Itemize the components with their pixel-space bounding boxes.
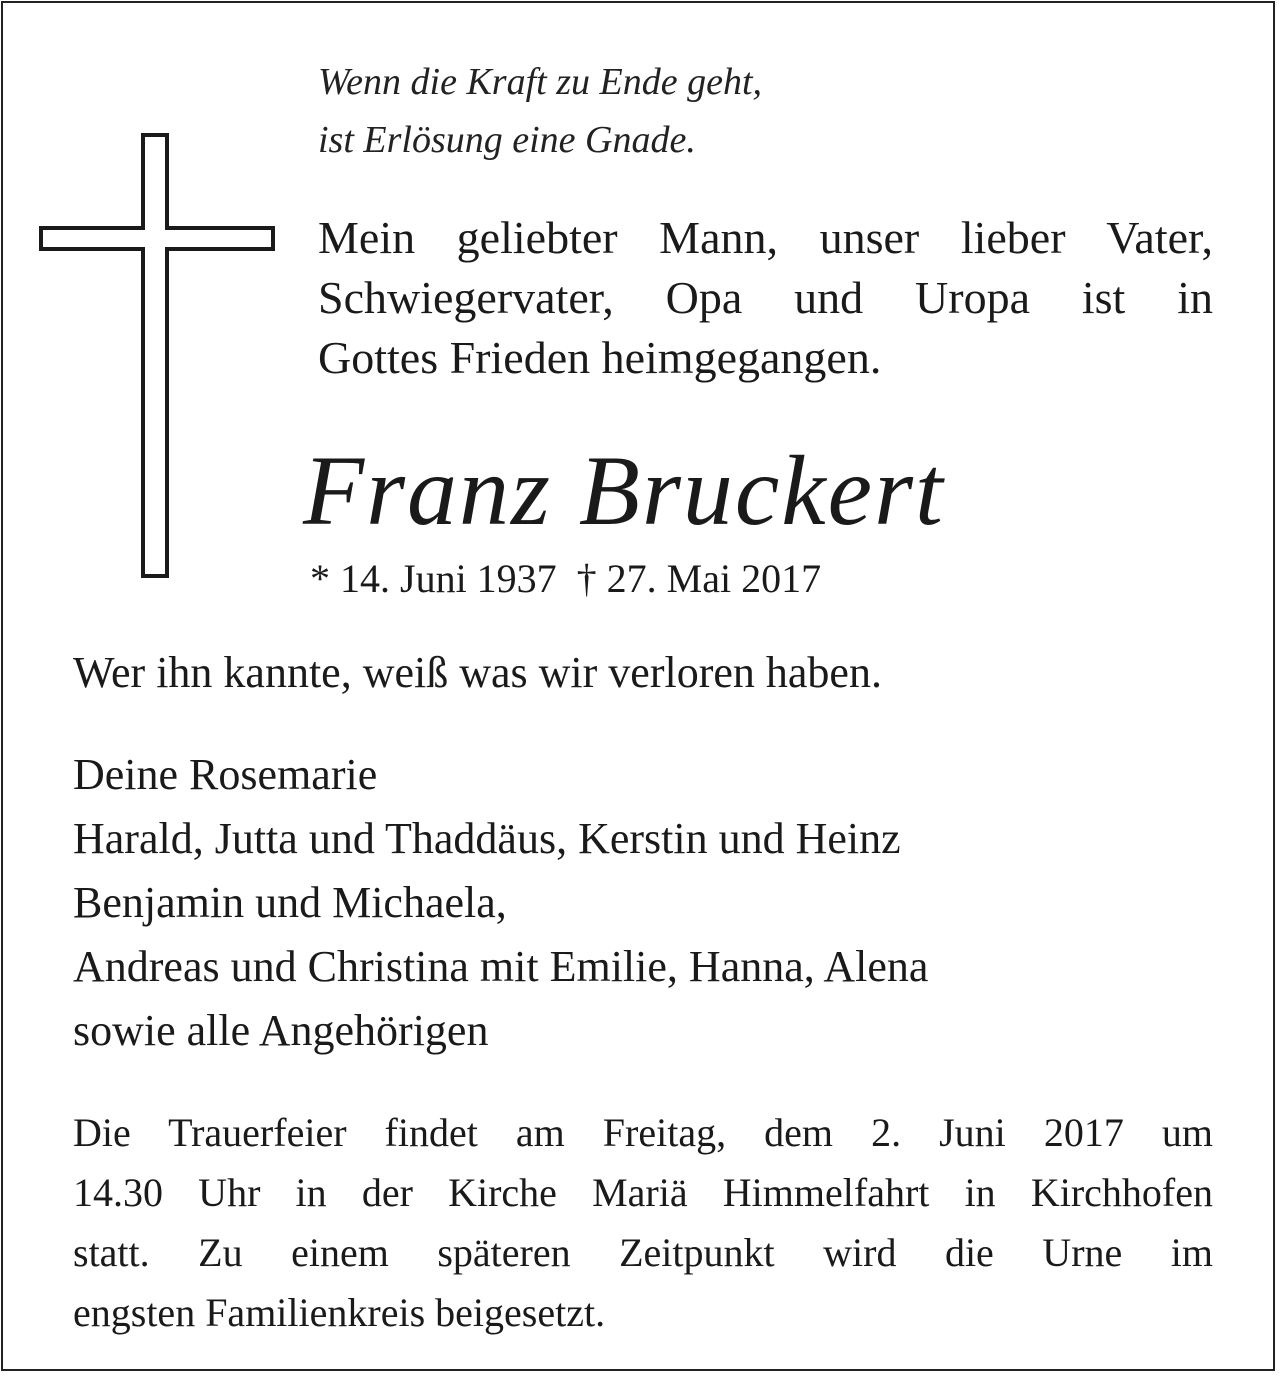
funeral-notice: [73, 1103, 1213, 1343]
cross-icon: [39, 133, 279, 583]
notice-line: 14.30 Uhr in der Kirche Mariä Himmelfahrt in Kirchhofen: [73, 1170, 1213, 1215]
family-line: Deine Rosemarie: [73, 750, 378, 799]
family-line: Andreas und Christina mit Emilie, Hanna, Alena: [73, 942, 929, 991]
intro-line: Gottes Frieden heimgegangen.: [318, 332, 882, 383]
motto-line: Wenn die Kraft zu Ende geht,: [318, 61, 762, 103]
family-line: Harald, Jutta und Thaddäus, Kerstin und Heinz: [73, 814, 901, 863]
quote: Wer ihn kannte, weiß was wir verloren haben.: [73, 648, 882, 697]
family-line: Benjamin und Michaela,: [73, 878, 507, 927]
life-dates: * 14. Juni 1937 † 27. Mai 2017: [310, 556, 822, 601]
deceased-name: Franz Bruckert: [303, 435, 945, 546]
intro-line: Schwiegervater, Opa und Uropa ist in: [318, 272, 1213, 323]
notice-line: statt. Zu einem späteren Zeitpunkt wird die Urne im: [73, 1230, 1213, 1275]
intro-line: Mein geliebter Mann, unser lieber Vater,: [318, 212, 1213, 263]
notice-line: Die Trauerfeier findet am Freitag, dem 2. Juni 2017 um: [73, 1110, 1213, 1155]
family-line: sowie alle Angehörigen: [73, 1006, 489, 1055]
motto: [318, 53, 1018, 169]
obituary-frame: [1, 1, 1275, 1371]
intro-text: [318, 208, 1213, 388]
motto-line: ist Erlösung eine Gnade.: [318, 119, 696, 161]
notice-line: engsten Familienkreis beigesetzt.: [73, 1290, 606, 1335]
family-signatures: [73, 743, 1213, 1063]
